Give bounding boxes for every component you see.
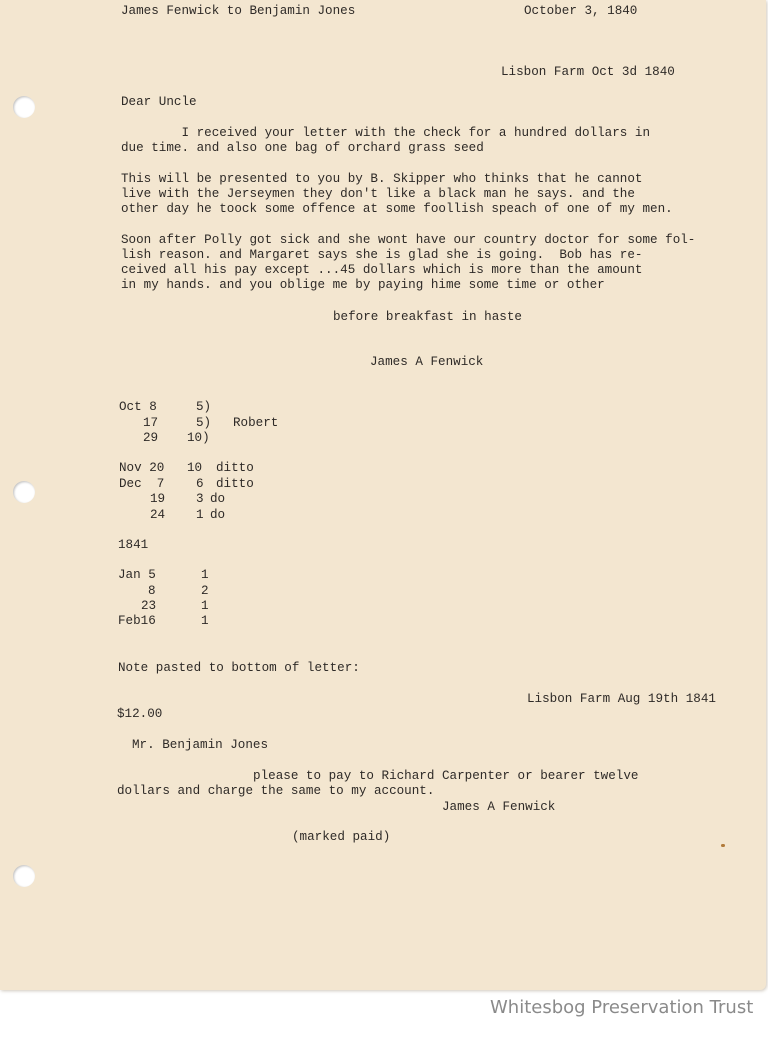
- ledger-amount: 5): [196, 400, 212, 414]
- ledger-note: do: [210, 492, 226, 506]
- note-signature: James A Fenwick: [442, 800, 556, 814]
- ledger-date: Nov 20: [119, 461, 165, 475]
- note-place-date: Lisbon Farm Aug 19th 1841: [527, 692, 716, 706]
- punch-hole: [13, 865, 35, 887]
- ledger-note: do: [210, 508, 226, 522]
- closing: before breakfast in haste: [333, 310, 522, 324]
- header-date: October 3, 1840: [524, 4, 638, 18]
- paragraph-line: live with the Jerseymen they don't like a black man he says. and the: [121, 187, 635, 201]
- ledger-note: Robert: [233, 416, 279, 430]
- ledger-amount: 10: [187, 461, 203, 475]
- note-amount: $12.00: [117, 707, 163, 721]
- paragraph-line: other day he toock some offence at some foollish speach of one of my men.: [121, 202, 673, 216]
- ledger-amount: 10): [187, 431, 210, 445]
- ledger-amount: 5): [196, 416, 212, 430]
- paragraph-line: Soon after Polly got sick and she wont have our country doctor for some fol-: [121, 233, 696, 247]
- ledger-year: 1841: [118, 538, 149, 552]
- ledger-date: 19: [150, 492, 166, 506]
- note-body-line: please to pay to Richard Carpenter or bearer twelve: [117, 769, 639, 783]
- paragraph-line: due time. and also one bag of orchard grass seed: [121, 141, 484, 155]
- salutation: Dear Uncle: [121, 95, 197, 109]
- ink-speck: [721, 844, 725, 847]
- note-status: (marked paid): [292, 830, 391, 844]
- paragraph-line: in my hands. and you oblige me by paying hime some time or other: [121, 278, 605, 292]
- ledger-date: 24: [150, 508, 166, 522]
- ledger-amount: 1: [201, 568, 209, 582]
- note-body-line: dollars and charge the same to my account.: [117, 784, 435, 798]
- ledger-amount: 6: [196, 477, 204, 491]
- ledger-date: Dec 7: [119, 477, 165, 491]
- paragraph-line: lish reason. and Margaret says she is glad she is going. Bob has re-: [121, 248, 643, 262]
- ledger-date: 29: [143, 431, 159, 445]
- watermark: Whitesbog Preservation Trust: [490, 997, 754, 1018]
- ledger-date: Oct 8: [119, 400, 157, 414]
- ledger-note: ditto: [216, 461, 254, 475]
- punch-hole: [13, 481, 35, 503]
- ledger-amount: 1: [196, 508, 204, 522]
- ledger-date: Feb16: [118, 614, 156, 628]
- ledger-date: 8: [148, 584, 156, 598]
- punch-hole: [13, 96, 35, 118]
- signature: James A Fenwick: [370, 355, 484, 369]
- ledger-date: Jan 5: [118, 568, 156, 582]
- letter-place-date: Lisbon Farm Oct 3d 1840: [501, 65, 675, 79]
- note-addressee: Mr. Benjamin Jones: [132, 738, 269, 752]
- ledger-amount: 1: [201, 599, 209, 613]
- note-heading: Note pasted to bottom of letter:: [118, 661, 360, 675]
- paragraph-line: ceived all his pay except ...45 dollars which is more than the amount: [121, 263, 643, 277]
- ledger-note: ditto: [216, 477, 254, 491]
- ledger-date: 17: [143, 416, 159, 430]
- ledger-amount: 3: [196, 492, 204, 506]
- ledger-date: 23: [141, 599, 157, 613]
- paragraph-line: This will be presented to you by B. Skipper who thinks that he cannot: [121, 172, 643, 186]
- ledger-amount: 2: [201, 584, 209, 598]
- header-title: James Fenwick to Benjamin Jones: [121, 4, 356, 18]
- paragraph-line: I received your letter with the check for a hundred dollars in: [121, 126, 651, 140]
- ledger-amount: 1: [201, 614, 209, 628]
